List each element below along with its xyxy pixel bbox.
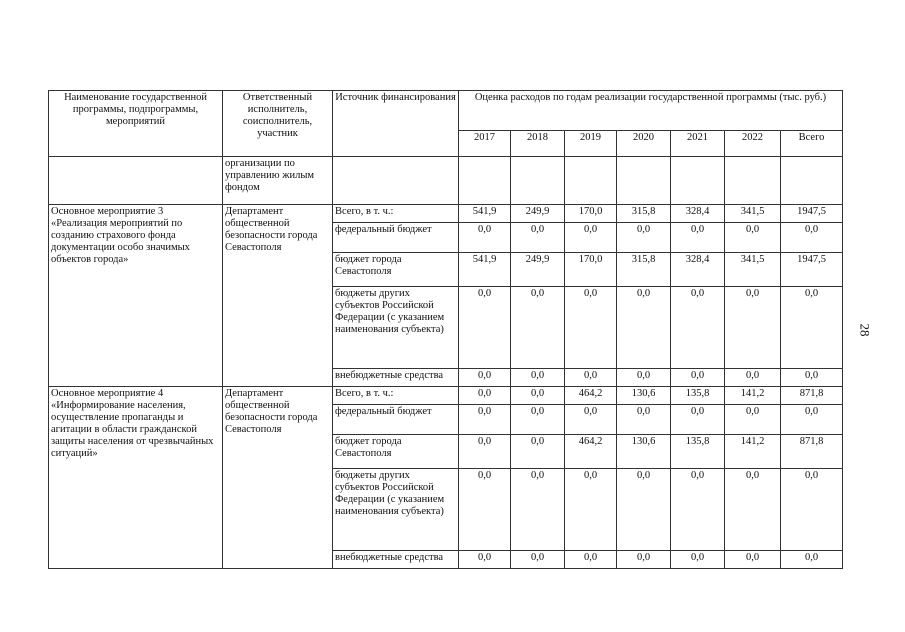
total-value: 871,8 <box>781 435 843 469</box>
year-value: 170,0 <box>565 253 617 287</box>
year-value: 315,8 <box>617 205 671 223</box>
year-value: 141,2 <box>725 435 781 469</box>
page-number: 28 <box>857 323 873 337</box>
year-value: 0,0 <box>671 223 725 253</box>
header-funding-source: Источник финансирования <box>333 91 459 157</box>
year-value: 249,9 <box>511 253 565 287</box>
funding-source: бюджеты других субъектов Российской Федерации (с указанием наименования субъекта) <box>333 469 459 551</box>
year-value: 0,0 <box>617 223 671 253</box>
total-value: 871,8 <box>781 387 843 405</box>
continuation-executor: организации по управлению жилым фондом <box>223 157 333 205</box>
empty-cell <box>725 157 781 205</box>
total-value: 1947,5 <box>781 253 843 287</box>
year-value: 0,0 <box>671 551 725 569</box>
header-total: Всего <box>781 131 843 157</box>
year-value: 0,0 <box>511 287 565 369</box>
year-value: 0,0 <box>617 551 671 569</box>
year-value: 0,0 <box>725 369 781 387</box>
year-value: 0,0 <box>459 435 511 469</box>
year-value: 464,2 <box>565 387 617 405</box>
continuation-row <box>49 157 843 205</box>
year-value: 0,0 <box>671 287 725 369</box>
measure-name: Основное мероприятие 3 «Реализация мероприятий по созданию страхового фонда документации особо значимых объектов города» <box>49 205 223 387</box>
year-value: 135,8 <box>671 435 725 469</box>
year-value: 315,8 <box>617 253 671 287</box>
funding-row <box>49 387 843 405</box>
year-value: 0,0 <box>565 369 617 387</box>
year-value: 0,0 <box>671 405 725 435</box>
funding-source: Всего, в т. ч.: <box>333 205 459 223</box>
year-value: 0,0 <box>459 405 511 435</box>
total-value: 0,0 <box>781 287 843 369</box>
year-value: 0,0 <box>511 369 565 387</box>
year-value: 541,9 <box>459 205 511 223</box>
funding-source: внебюджетные средства <box>333 551 459 569</box>
year-value: 0,0 <box>459 551 511 569</box>
year-value: 0,0 <box>565 405 617 435</box>
header-year: 2021 <box>671 131 725 157</box>
year-value: 541,9 <box>459 253 511 287</box>
header-year: 2020 <box>617 131 671 157</box>
year-value: 249,9 <box>511 205 565 223</box>
year-value: 0,0 <box>459 469 511 551</box>
year-value: 0,0 <box>671 369 725 387</box>
header-estimate: Оценка расходов по годам реализации государственной программы (тыс. руб.) <box>459 91 843 131</box>
year-value: 0,0 <box>511 387 565 405</box>
funding-source: бюджеты других субъектов Российской Федерации (с указанием наименования субъекта) <box>333 287 459 369</box>
year-value: 0,0 <box>511 469 565 551</box>
measure-executor: Департамент общественной безопасности города Севастополя <box>223 387 333 569</box>
year-value: 0,0 <box>565 287 617 369</box>
year-value: 0,0 <box>511 405 565 435</box>
year-value: 0,0 <box>617 369 671 387</box>
year-value: 0,0 <box>565 469 617 551</box>
year-value: 0,0 <box>671 469 725 551</box>
year-value: 0,0 <box>617 469 671 551</box>
header-year: 2022 <box>725 131 781 157</box>
year-value: 341,5 <box>725 205 781 223</box>
year-value: 0,0 <box>459 387 511 405</box>
funding-source: федеральный бюджет <box>333 405 459 435</box>
total-value: 1947,5 <box>781 205 843 223</box>
year-value: 0,0 <box>565 223 617 253</box>
year-value: 0,0 <box>617 405 671 435</box>
header-year: 2019 <box>565 131 617 157</box>
year-value: 0,0 <box>725 551 781 569</box>
year-value: 130,6 <box>617 435 671 469</box>
measure-executor: Департамент общественной безопасности города Севастополя <box>223 205 333 387</box>
header-year: 2017 <box>459 131 511 157</box>
empty-cell <box>781 157 843 205</box>
year-value: 0,0 <box>565 551 617 569</box>
empty-cell <box>333 157 459 205</box>
year-value: 0,0 <box>511 551 565 569</box>
year-value: 0,0 <box>617 287 671 369</box>
funding-source: бюджет города Севастополя <box>333 435 459 469</box>
year-value: 170,0 <box>565 205 617 223</box>
budget-table <box>48 90 843 569</box>
header-program-name: Наименование государственной программы, подпрограммы, мероприятий <box>49 91 223 157</box>
year-value: 0,0 <box>459 287 511 369</box>
year-value: 130,6 <box>617 387 671 405</box>
year-value: 0,0 <box>459 223 511 253</box>
total-value: 0,0 <box>781 369 843 387</box>
funding-source: бюджет города Севастополя <box>333 253 459 287</box>
year-value: 0,0 <box>511 435 565 469</box>
empty-cell <box>671 157 725 205</box>
year-value: 0,0 <box>511 223 565 253</box>
total-value: 0,0 <box>781 551 843 569</box>
year-value: 0,0 <box>459 369 511 387</box>
year-value: 0,0 <box>725 223 781 253</box>
measure-name: Основное мероприятие 4 «Информирование населения, осуществление пропаганды и агитации в области гражданской защиты населения от чрезвычайных ситуаций» <box>49 387 223 569</box>
year-value: 328,4 <box>671 253 725 287</box>
continuation-name <box>49 157 223 205</box>
empty-cell <box>459 157 511 205</box>
empty-cell <box>511 157 565 205</box>
funding-source: Всего, в т. ч.: <box>333 387 459 405</box>
empty-cell <box>617 157 671 205</box>
year-value: 0,0 <box>725 405 781 435</box>
year-value: 141,2 <box>725 387 781 405</box>
year-value: 0,0 <box>725 469 781 551</box>
total-value: 0,0 <box>781 469 843 551</box>
year-value: 464,2 <box>565 435 617 469</box>
year-value: 0,0 <box>725 287 781 369</box>
empty-cell <box>565 157 617 205</box>
header-year: 2018 <box>511 131 565 157</box>
total-value: 0,0 <box>781 223 843 253</box>
year-value: 135,8 <box>671 387 725 405</box>
total-value: 0,0 <box>781 405 843 435</box>
funding-row <box>49 205 843 223</box>
funding-source: внебюджетные средства <box>333 369 459 387</box>
header-executor: Ответственный исполнитель, соисполнитель, участник <box>223 91 333 157</box>
funding-source: федеральный бюджет <box>333 223 459 253</box>
year-value: 341,5 <box>725 253 781 287</box>
year-value: 328,4 <box>671 205 725 223</box>
